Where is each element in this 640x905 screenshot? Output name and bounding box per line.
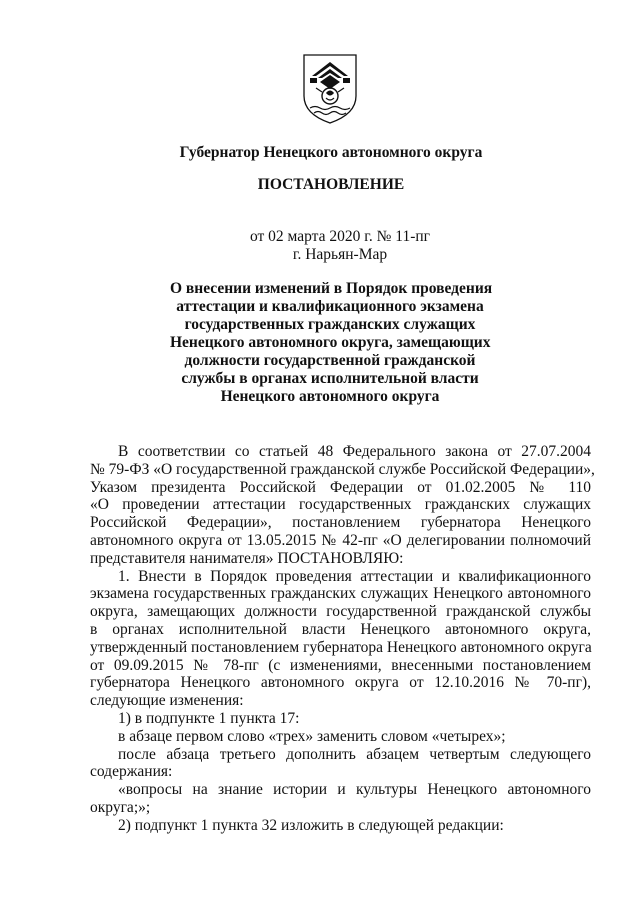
subject-line: должности государственной гражданской [184, 352, 476, 369]
subject-line: государственных гражданских служащих [184, 316, 476, 333]
subject-line: О внесении изменений в Порядок проведения [170, 280, 493, 297]
text-line: Российской Федерации», постановлением губернатора Ненецкого [90, 514, 591, 532]
text-line: от 09.09.2015 № 78-пг (с изменениями, внесенными постановлением [90, 656, 591, 674]
text-line: «О проведении аттестации государственных гражданских служащих [90, 496, 591, 514]
text-line: 2) подпункт 1 пункта 32 изложить в следующей редакции: [118, 816, 504, 834]
quoted-paragraph [90, 781, 591, 817]
preamble-paragraph [90, 443, 595, 568]
text-line: губернатора Ненецкого автономного округа от 12.10.2016 № 70-пг), [90, 674, 591, 692]
subject-line: аттестации и квалификационного экзамена [176, 298, 484, 315]
text-line: В соответствии со статьей 48 Федерального закона от 27.07.2004 [118, 443, 591, 460]
text-line: 1. Внести в Порядок проведения аттестации и квалификационного [118, 567, 591, 585]
subject-line: Ненецкого автономного округа, замещающих [170, 334, 491, 351]
text-line: в абзаце первом слово «трех» заменить словом «четырех»; [118, 727, 506, 745]
text-line: Указом президента Российской Федерации от 01.02.2005 № 110 [90, 478, 591, 496]
text-line: округа, замещающих должности государственной гражданской службы [90, 603, 591, 621]
document-body [90, 443, 595, 835]
text-line: округа;»; [90, 798, 151, 816]
text-line: «вопросы на знание истории и культуры Ненецкого автономного [118, 781, 591, 799]
subclause-paragraph [90, 710, 591, 728]
text-line: содержания: [90, 763, 173, 781]
date-and-number: от 02 марта 2020 г. № 11-пг [249, 228, 431, 245]
clause-1-paragraph [90, 568, 591, 710]
document-type-title: ПОСТАНОВЛЕНИЕ [257, 176, 405, 193]
text-line: утвержденный постановлением губернатора Ненецкого автономного округа [90, 638, 592, 656]
document-subject [170, 280, 493, 406]
amendment-paragraph [90, 728, 591, 746]
nenets-coat-of-arms-icon [300, 52, 360, 126]
subject-line: Ненецкого автономного округа [220, 388, 440, 405]
text-line: следующие изменения: [90, 692, 244, 710]
text-line: представителя нанимателя» ПОСТАНОВЛЯЮ: [90, 549, 404, 567]
text-line: в органах исполнительной власти Ненецкого автономного округа, [90, 620, 591, 638]
subject-line: службы в органах исполнительной власти [181, 370, 479, 387]
text-line: после абзаца третьего дополнить абзацем четвертым следующего [118, 745, 591, 763]
issuing-authority: Губернатор Ненецкого автономного округа [179, 144, 483, 161]
text-line: № 79-ФЗ «О государственной гражданской службе Российской Федерации», [90, 460, 595, 478]
subclause-paragraph [90, 817, 591, 835]
text-line: автономного округа от 13.05.2015 № 42-пг «О делегировании полномочий [90, 531, 591, 549]
text-line: экзамена государственных гражданских служащих Ненецкого автономного [90, 585, 591, 603]
amendment-paragraph [90, 746, 591, 782]
text-line: 1) в подпункте 1 пункта 17: [118, 709, 300, 727]
place-of-issue: г. Нарьян-Мар [292, 246, 388, 263]
